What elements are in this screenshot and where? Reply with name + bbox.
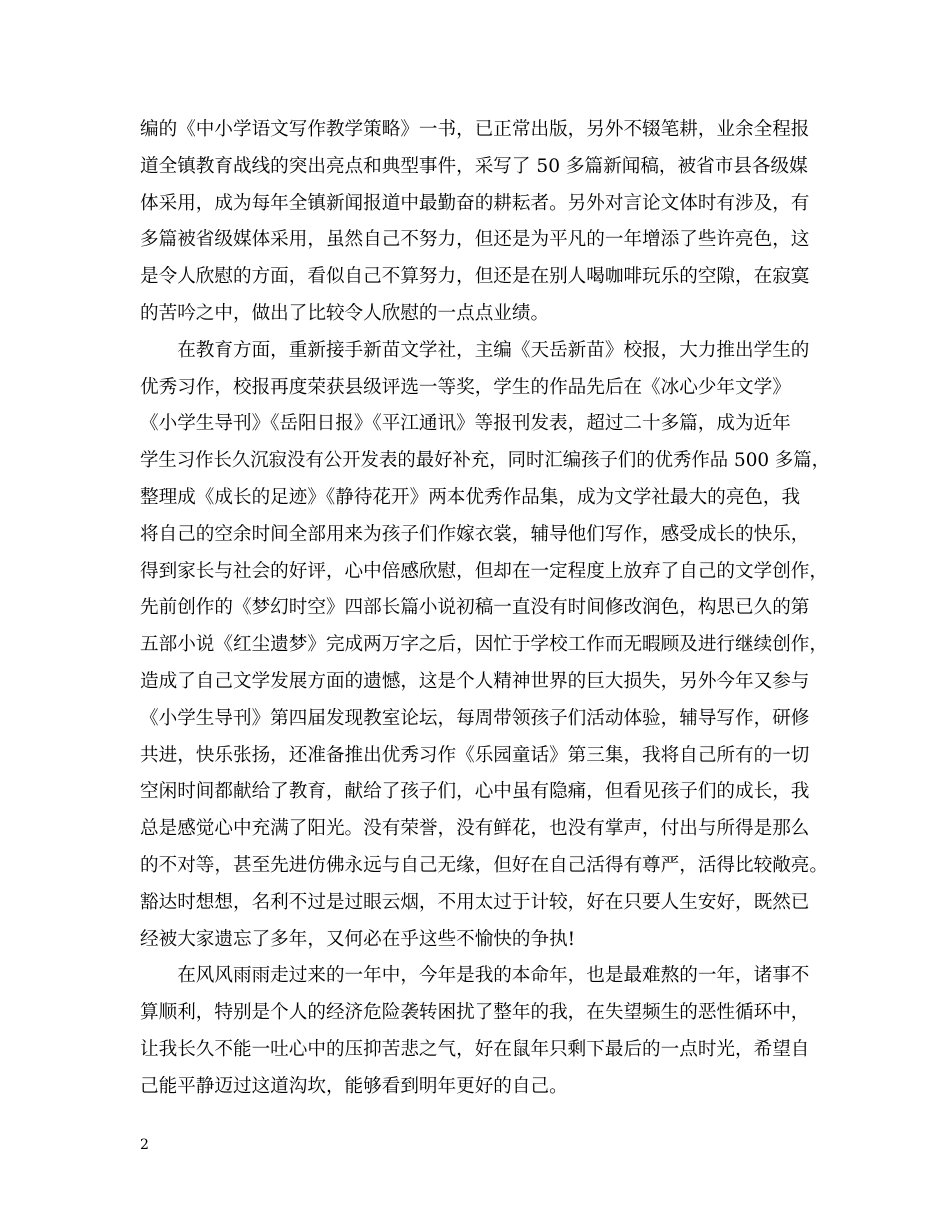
text-line: 体采用，成为每年全镇新闻报道中最勤奋的耕耘者。另外对言论文体时有涉及，有 xyxy=(140,192,810,214)
text-line: 算顺利，特别是个人的经济危险袭转困扰了整年的我，在失望频生的恶性循环中， xyxy=(140,1002,810,1024)
text-line: 《小学生导刊》《岳阳日报》《平江通讯》等报刊发表，超过二十多篇，成为近年 xyxy=(140,413,791,435)
text-line: 的苦吟之中，做出了比较令人欣慰的一点点业绩。 xyxy=(140,302,550,324)
text-line: 让我长久不能一吐心中的压抑苦悲之气，好在鼠年只剩下最后的一点时光，希望自 xyxy=(140,1038,810,1060)
text-line: 是令人欣慰的方面，看似自己不算努力，但还是在别人喝咖啡玩乐的空隙，在寂寞 xyxy=(140,266,810,288)
text-line: 在风风雨雨走过来的一年中，今年是我的本命年，也是最难熬的一年，诸事不 xyxy=(140,965,810,987)
text-line: 共进，快乐张扬，还准备推出优秀习作《乐园童话》第三集，我将自己所有的一切 xyxy=(140,744,810,766)
text-line: 整理成《成长的足迹》《静待花开》两本优秀作品集，成为文学社最大的亮色，我 xyxy=(140,486,801,508)
text-line: 豁达时想想，名利不过是过眼云烟，不用太过于计较，好在只要人生安好，既然已 xyxy=(140,891,810,913)
text-line: 的不对等，甚至先进仿佛永远与自己无缘，但好在自己活得有尊严，活得比较敞亮。 xyxy=(140,854,828,876)
text-line: 己能平静迈过这道沟坎，能够看到明年更好的自己。 xyxy=(140,1075,568,1097)
page-number: 2 xyxy=(140,1137,149,1153)
text-line: 先前创作的《梦幻时空》四部长篇小说初稿一直没有时间修改润色，构思已久的第 xyxy=(140,597,810,619)
text-line: 经被大家遗忘了多年，又何必在乎这些不愉快的争执! xyxy=(140,928,576,950)
text-line: 将自己的空余时间全部用来为孩子们作嫁衣裳，辅导他们写作，感受成长的快乐， xyxy=(140,523,810,545)
text-line: 道全镇教育战线的突出亮点和典型事件，采写了 50 多篇新闻稿，被省市县各级媒 xyxy=(140,155,808,177)
text-line: 学生习作长久沉寂没有公开发表的最好补充，同时汇编孩子们的优秀作品 500 多篇， xyxy=(140,450,831,472)
text-line: 总是感觉心中充满了阳光。没有荣誉，没有鲜花，也没有掌声，付出与所得是那么 xyxy=(140,818,810,840)
text-line: 造成了自己文学发展方面的遗憾，这是个人精神世界的巨大损失，另外今年又参与 xyxy=(140,670,810,692)
body-text xyxy=(140,112,830,1106)
text-line: 编的《中小学语文写作教学策略》一书，已正常出版，另外不辍笔耕，业余全程报 xyxy=(140,119,810,140)
text-line: 多篇被省级媒体采用，虽然自己不努力，但还是为平凡的一年增添了些许亮色，这 xyxy=(140,229,810,251)
text-line: 空闲时间都献给了教育，献给了孩子们，心中虽有隐痛，但看见孩子们的成长，我 xyxy=(140,781,810,803)
text-line: 在教育方面，重新接手新苗文学社，主编《天岳新苗》校报，大力推出学生的 xyxy=(140,339,810,361)
text-line: 得到家长与社会的好评，心中倍感欣慰，但却在一定程度上放弃了自己的文学创作， xyxy=(140,560,828,582)
text-line: 《小学生导刊》第四届发现教室论坛，每周带领孩子们活动体验，辅导写作，研修 xyxy=(140,707,810,729)
text-line: 五部小说《红尘遗梦》完成两万字之后，因忙于学校工作而无暇顾及进行继续创作， xyxy=(140,634,828,656)
text-line: 优秀习作，校报再度荣获县级评选一等奖，学生的作品先后在《冰心少年文学》 xyxy=(140,376,791,398)
